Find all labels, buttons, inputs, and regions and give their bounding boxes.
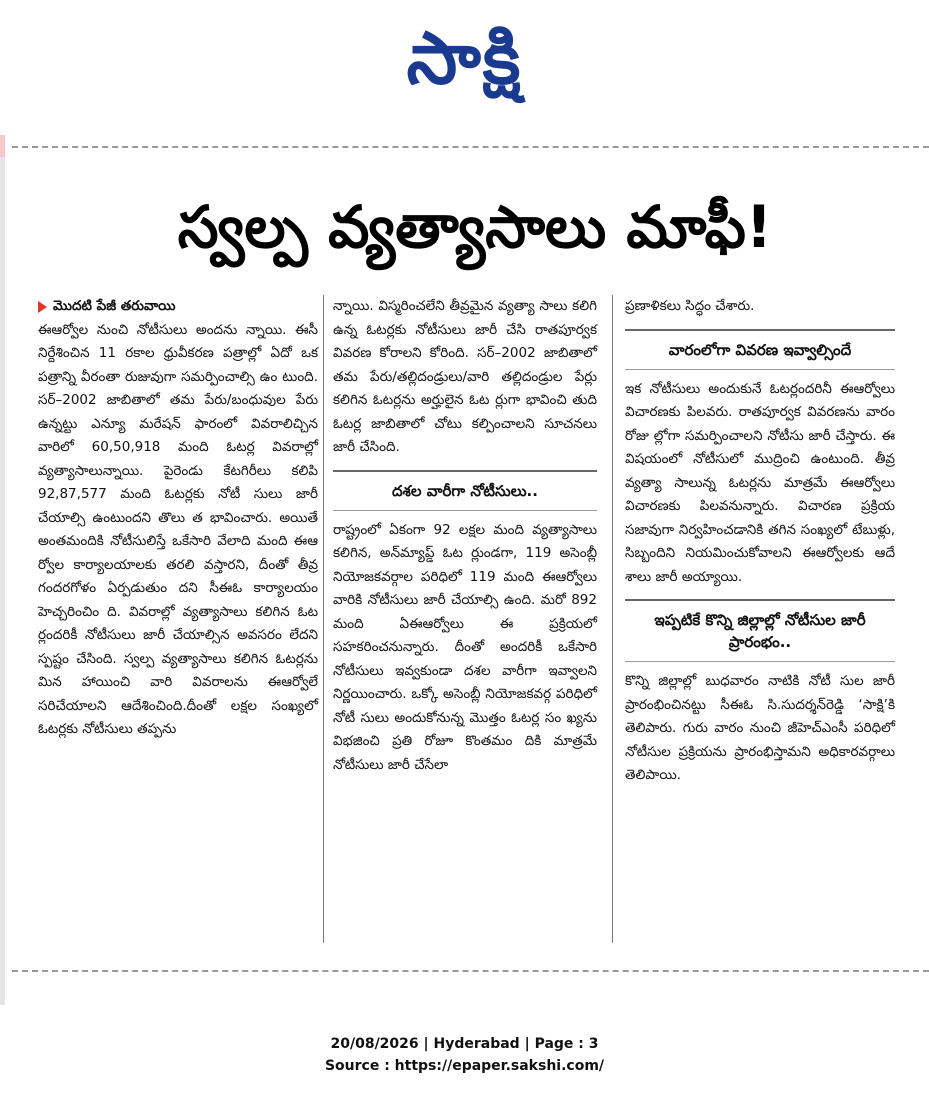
column3-body-1: ప్రణాళికలు సిద్ధం చేశారు. xyxy=(625,298,755,314)
subheading-districts-started: ఇప్పటికే కొన్ని జిల్లాల్లో నోటీసుల జారీ ప్రారంభం.. xyxy=(625,599,895,662)
top-divider xyxy=(12,146,929,148)
article-column-2 xyxy=(333,295,597,777)
kicker-label: మొదటి పేజీ తరువాయి xyxy=(53,298,176,314)
footer xyxy=(0,1033,929,1077)
bottom-divider xyxy=(12,970,929,972)
column2-body-1: న్నాయి. విస్మరించలేని తీవ్రమైన వ్యత్యా సాలు కలిగి ఉన్న ఓటర్లకు నోటీసులు జారీ చేసి రాతపూర్వక వివరణ కోరాలని కోరింది. సర్–2002 జాబితాలో తమ పేరు/తల్లిదండ్రులు/వారి తల్లిదండ్రుల పేర్లు కలిగిన ఓటర్లను అర్హులైన ఓట ర్లుగా భావించి తుది ఓటర్ల జాబితాలో చోటు కల్పించాలని సూచనలు జారీ చేసింది. xyxy=(333,298,597,455)
column-rule-2 xyxy=(612,295,613,943)
column3-body-3: కొన్ని జిల్లాల్లో బుధవారం నాటికి నోటీ సుల జారీ ప్రారంభించినట్టు సీఈఓ సి.సుదర్శన్‌రెడ్డి ‘సాక్షి’కి తెలిపారు. గురు వారం నుంచి జీహెచ్‌ఎంసీ పరిధిలో నోటీసుల ప్రక్రియను ప్రారంభిస్తామని అధికారవర్గాలు తెలిపాయి. xyxy=(625,673,895,783)
subheading-phased-notices: దశల వారీగా నోటీసులు.. xyxy=(333,470,597,511)
kicker xyxy=(38,295,318,319)
triangle-bullet-icon xyxy=(38,301,47,313)
column2-body-2: రాష్ట్రంలో ఏకంగా 92 లక్షల మంది వ్యత్యాసాలు కలిగిన, అన్‌మ్యాప్డ్ ఓట ర్లుండగా, 119 అసెంబ్లీ నియోజకవర్గాల పరిధిలో 119 మంది ఈఆర్వోలు వారికి నోటీసులు జారీ చేయాల్సి ఉంది. మరో 892 మంది ఏఈఆర్వోలు ఈ ప్రక్రియలో సహకరించనున్నారు. దీంతో అందరికీ ఒకేసారి నోటీసులు ఇవ్వకుండా దశల వారీగా ఇవ్వాలని నిర్ణయించారు. ఒక్కో అసెంబ్లీ నియోజకవర్గ పరిధిలో నోటీ సులు అందుకోనున్న మొత్తం ఓటర్ల సం ఖ్యను విభజించి ప్రతి రోజూ కొంతమం దికి మాత్రమే నోటీసులు జారీ చేసేలా xyxy=(333,521,597,773)
left-margin-bar xyxy=(0,135,5,1005)
footer-date-page: 20/08/2026 | Hyderabad | Page : 3 xyxy=(330,1036,599,1052)
subheading-week-reply: వారంలోగా వివరణ ఇవ్వాల్సిందే xyxy=(625,329,895,370)
masthead xyxy=(0,8,929,108)
sakshi-logo: సాక్షి xyxy=(406,16,523,100)
column-rule-1 xyxy=(323,295,324,943)
left-margin-mark xyxy=(0,135,5,157)
headline: స్వల్ప వ్యత్యాసాలు మాఫీ! xyxy=(177,193,773,261)
column1-body: ఈఆర్వోల నుంచి నోటీసులు అందను న్నాయి. ఈసీ నిర్దేశించిన 11 రకాల ధ్రువీకరణ పత్రాల్లో ఏదో ఒక పత్రాన్ని వీరంతా రుజువుగా సమర్పించాల్సి ఉం టుంది. సర్–2002 జాబితాలో తమ పేరు/బంధువుల పేరు ఉన్నట్టు ఎన్యూ మరేషన్ ఫారంలో వివరాలిచ్చిన వారిలో 60,50,918 మంది ఓటర్ల వివరాల్లో వ్యత్యాసాలున్నాయి. పైరెండు కేటగిరీలు కలిపి 92,87,577 మంది ఓటర్లకు నోటీ సులు జారీ చేయాల్సి ఉంటుందని తొలు త భావించారు. అయితే అంతమందికి నోటీసులిస్తే ఒకేసారి వేలాది మంది ఈఆ ర్వోల కార్యాలయాలకు తరలి వస్తారని, దీంతో తీవ్ర గందరగోళం ఏర్పడుతుం దని సీఈఓ కార్యాలయం హెచ్చరించిం ది. వివరాల్లో వ్యత్యాసాలు కలిగిన ఓట ర్లందరికీ నోటీసులు జారీ చేయాల్సిన అవసరం లేదని స్పష్టం చేసింది. స్వల్ప వ్యత్యాసాలు కలిగిన ఓటర్లను మిన హాయించి వారి వివరాలను ఈఆర్వోలే సరిచేయాలని ఆదేశించింది.దీంతో లక్షల సంఖ్యలో ఓటర్లకు నోటీసులు తప్పను xyxy=(38,321,318,737)
column3-body-2: ఇక నోటీసులు అందుకునే ఓటర్లందరినీ ఈఆర్వోలు విచారణకు పిలవరు. రాతపూర్వక వివరణను వారం రోజు ల్లోగా సమర్పించాలని నోటీసు జారీ చేస్తారు. ఈ విషయంలో నోటీసులో ముద్రించి ఉంటుంది. తీవ్ర వ్యత్యా సాలున్న ఓటర్లను మాత్రమే ఈఆర్వోలు విచారణకు పిలవనున్నారు. విచారణ ప్రక్రియ సజావుగా నిర్వహించడానికి తగిన సంఖ్యలో టేబుళ్లు, సిబ్బందిని నియమించుకోవాలని ఈఆర్వోలకు ఆదే శాలు జారీ అయ్యాయి. xyxy=(625,380,895,585)
footer-source: Source : https://epaper.sakshi.com/ xyxy=(324,1058,605,1074)
article-column-1 xyxy=(38,295,318,742)
article-column-3 xyxy=(625,295,895,788)
